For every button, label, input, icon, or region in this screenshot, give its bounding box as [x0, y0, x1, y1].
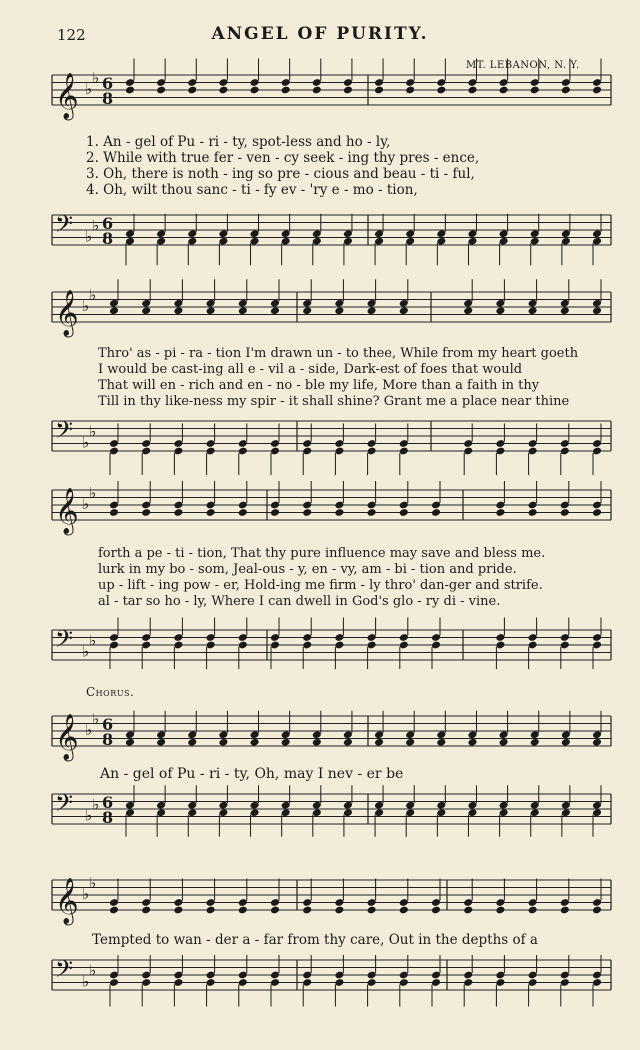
- notehead: [436, 738, 446, 747]
- notehead: [405, 86, 415, 95]
- chorus-lyrics-1: [100, 766, 403, 782]
- notehead: [125, 738, 135, 747]
- system-2-lyrics: [98, 346, 578, 410]
- notehead: [125, 86, 135, 95]
- flat-icon: ♭: [89, 422, 97, 441]
- verse-2-line: I would be cast-ing all e - vil a - side, Dark-est of foes that would: [98, 362, 523, 377]
- notehead: [499, 86, 509, 95]
- chorus-lyrics-2: [92, 932, 538, 948]
- chorus-label: Chorus.: [86, 685, 135, 699]
- notehead: [173, 508, 183, 517]
- notehead: [560, 508, 570, 517]
- verse-3-line: That will en - rich and en - no - ble my life, More than a faith in thy: [98, 378, 540, 393]
- flat-icon: ♭: [85, 80, 93, 98]
- page-number: 122: [57, 26, 86, 44]
- bass-clef-icon: 𝄢: [55, 625, 74, 658]
- notehead: [560, 906, 570, 915]
- flat-icon: ♭: [92, 216, 100, 235]
- flat-icon: ♭: [82, 297, 90, 315]
- notehead: [218, 738, 228, 747]
- notehead: [367, 508, 377, 517]
- flat-icon: ♭: [82, 433, 90, 452]
- notehead: [528, 306, 538, 315]
- notehead: [592, 306, 602, 315]
- notehead: [530, 738, 540, 747]
- time-signature-top: 6: [102, 74, 114, 93]
- notehead: [374, 86, 384, 95]
- treble-clef-icon: 𝄞: [55, 878, 79, 924]
- verse-4-line: al - tar so ho - ly, Where I can dwell in God's glo - ry di - vine.: [98, 594, 501, 609]
- system-1-lyrics: [86, 134, 479, 198]
- notehead: [499, 738, 509, 747]
- notehead: [405, 738, 415, 747]
- notehead: [367, 306, 377, 315]
- bass-clef-icon: 𝄢: [55, 955, 74, 988]
- notehead: [109, 906, 119, 915]
- flat-icon: ♭: [92, 709, 100, 728]
- bass-clef-icon: 𝄢: [55, 789, 74, 822]
- flat-icon: ♭: [89, 483, 97, 502]
- notehead: [399, 508, 409, 517]
- verse-2-line: 2. While with true fer - ven - cy seek - ing thy pres - ence,: [86, 150, 480, 166]
- notehead: [156, 738, 166, 747]
- notehead: [302, 306, 312, 315]
- verse-4-line: Till in thy like-ness my spir - it shall shine? Grant me a place near thine: [98, 394, 570, 409]
- flat-icon: ♭: [82, 495, 90, 513]
- notehead: [238, 906, 248, 915]
- system-3-lyrics: [98, 546, 545, 610]
- flat-icon: ♭: [89, 873, 97, 892]
- notehead: [109, 306, 119, 315]
- flat-icon: ♭: [82, 885, 90, 903]
- notehead: [187, 738, 197, 747]
- notehead: [592, 508, 602, 517]
- notehead: [530, 86, 540, 95]
- notehead: [334, 306, 344, 315]
- notehead: [218, 86, 228, 95]
- notehead: [187, 86, 197, 95]
- flat-icon: ♭: [85, 806, 93, 825]
- notehead: [312, 738, 322, 747]
- flat-icon: ♭: [92, 795, 100, 814]
- notehead: [238, 508, 248, 517]
- verse-1-line: Thro' as - pi - ra - tion I'm drawn un - to thee, While from my heart goeth: [98, 346, 579, 361]
- verse-4-line: 4. Oh, wilt thou sanc - ti - fy ev - 'ry e - mo - tion,: [86, 182, 418, 198]
- notehead: [561, 738, 571, 747]
- verse-1-line: forth a pe - ti - tion, That thy pure influence may save and bless me.: [98, 546, 546, 561]
- notehead: [281, 738, 291, 747]
- treble-clef-icon: 𝄞: [55, 714, 79, 760]
- notehead: [431, 508, 441, 517]
- notehead: [431, 906, 441, 915]
- notehead: [281, 86, 291, 95]
- notehead: [495, 906, 505, 915]
- notehead: [343, 86, 353, 95]
- verse-2-line: lurk in my bo - som, Jeal-ous - y, en - vy, am - bi - tion and pride.: [98, 562, 517, 577]
- treble-clef-icon: 𝄞: [55, 290, 79, 336]
- notehead: [173, 906, 183, 915]
- notehead: [467, 738, 477, 747]
- flat-icon: ♭: [82, 642, 90, 661]
- notehead: [334, 508, 344, 517]
- time-signature-bottom: 8: [102, 89, 114, 108]
- treble-clef-icon: 𝄞: [55, 488, 79, 534]
- notehead: [302, 906, 312, 915]
- composer-credit: MT. LEBANON, N. Y.: [466, 60, 580, 71]
- time-signature-top: 6: [102, 715, 114, 734]
- verse-1-line: 1. An - gel of Pu - ri - ty, spot-less and ho - ly,: [86, 134, 391, 150]
- notehead: [495, 306, 505, 315]
- notehead: [374, 738, 384, 747]
- notehead: [561, 86, 571, 95]
- flat-icon: ♭: [89, 285, 97, 304]
- notehead: [238, 306, 248, 315]
- flat-icon: ♭: [82, 972, 90, 991]
- notehead: [109, 508, 119, 517]
- notehead: [367, 906, 377, 915]
- notehead: [141, 906, 151, 915]
- notehead: [467, 86, 477, 95]
- chorus-line: Tempted to wan - der a - far from thy care, Out in the depths of a: [92, 932, 538, 948]
- notehead: [528, 508, 538, 517]
- flat-icon: ♭: [89, 631, 97, 650]
- notehead: [528, 906, 538, 915]
- flat-icon: ♭: [92, 68, 100, 87]
- notehead: [173, 306, 183, 315]
- notehead: [399, 906, 409, 915]
- notehead: [270, 906, 280, 915]
- flat-icon: ♭: [85, 721, 93, 739]
- notehead: [334, 906, 344, 915]
- notehead: [270, 508, 280, 517]
- notehead: [399, 306, 409, 315]
- notehead: [592, 86, 602, 95]
- notehead: [156, 86, 166, 95]
- flat-icon: ♭: [85, 227, 93, 246]
- notehead: [206, 906, 216, 915]
- time-signature-top: 6: [102, 793, 114, 812]
- notehead: [560, 306, 570, 315]
- notehead: [206, 306, 216, 315]
- time-signature-top: 6: [102, 214, 114, 233]
- verse-3-line: 3. Oh, there is noth - ing so pre - cious and beau - ti - ful,: [86, 166, 475, 182]
- time-signature-bottom: 8: [102, 730, 114, 749]
- chorus-line: An - gel of Pu - ri - ty, Oh, may I nev - er be: [100, 766, 404, 782]
- time-signature-bottom: 8: [102, 808, 114, 827]
- time-signature-bottom: 8: [102, 229, 114, 248]
- notehead: [141, 508, 151, 517]
- notehead: [302, 508, 312, 517]
- notehead: [141, 306, 151, 315]
- notehead: [249, 738, 259, 747]
- notehead: [592, 738, 602, 747]
- bass-clef-icon: 𝄢: [55, 210, 74, 243]
- notehead: [270, 306, 280, 315]
- notehead: [495, 508, 505, 517]
- verse-3-line: up - lift - ing pow - er, Hold-ing me firm - ly thro' dan-ger and strife.: [98, 578, 543, 593]
- hymn-title: ANGEL OF PURITY.: [211, 24, 429, 44]
- bass-clef-icon: 𝄢: [55, 416, 74, 449]
- notehead: [592, 906, 602, 915]
- notehead: [343, 738, 353, 747]
- notehead: [249, 86, 259, 95]
- notehead: [463, 906, 473, 915]
- notehead: [463, 306, 473, 315]
- flat-icon: ♭: [89, 961, 97, 980]
- notehead: [436, 86, 446, 95]
- notehead: [206, 508, 216, 517]
- notehead: [312, 86, 322, 95]
- treble-clef-icon: 𝄞: [55, 73, 79, 119]
